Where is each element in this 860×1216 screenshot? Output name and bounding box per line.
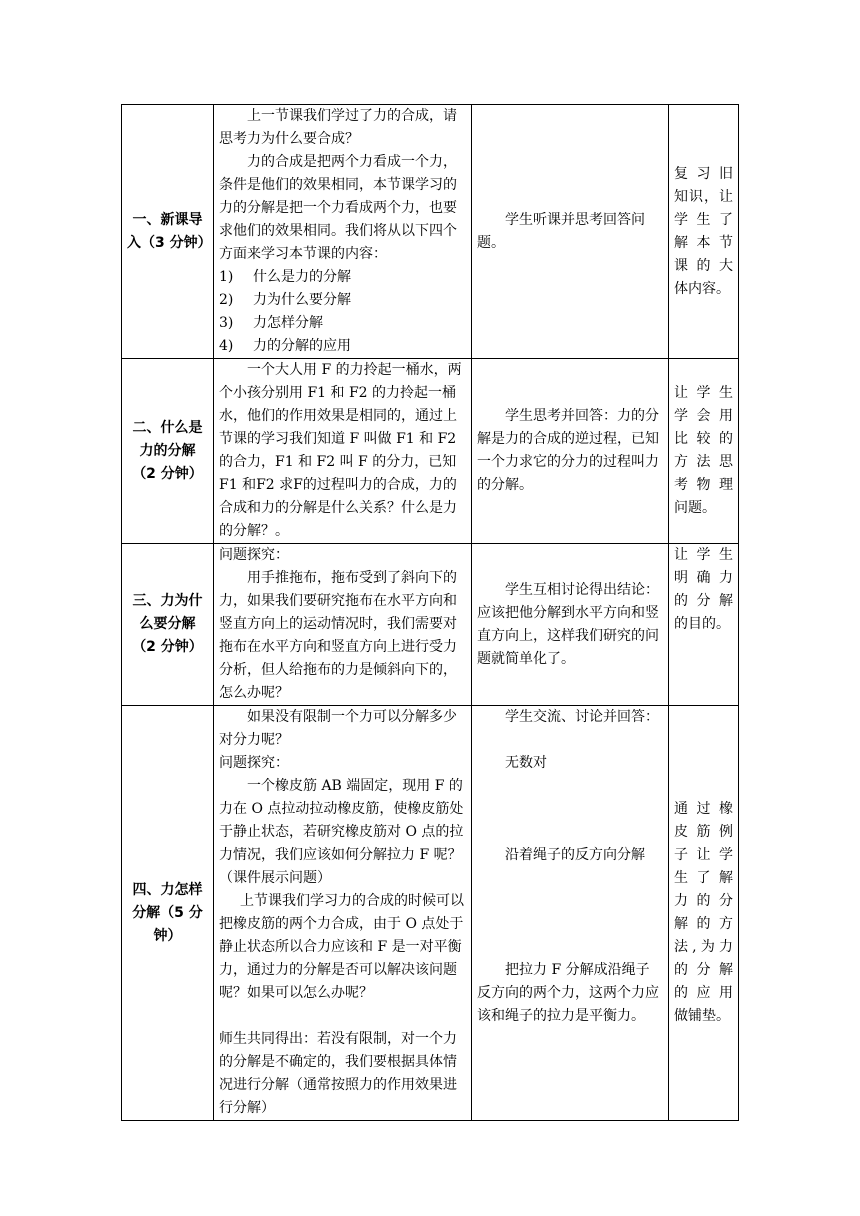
stage-line: （2 分钟） bbox=[132, 639, 203, 655]
purpose-line: 做铺垫。 bbox=[674, 1008, 730, 1024]
purpose-line: 体内容。 bbox=[674, 280, 730, 297]
teacher-activity-cell bbox=[214, 105, 472, 359]
paragraph: 问题探究： bbox=[219, 547, 289, 563]
list-item bbox=[219, 335, 466, 358]
teacher-activity-cell bbox=[214, 544, 472, 706]
purpose-line: 皮筋例 bbox=[674, 824, 733, 840]
paragraph: 学生思考并回答：力的分解是力的合成的逆过程，已知一个力求它的分力的过程叫力的分解。 bbox=[477, 408, 659, 493]
purpose-line: 比较的 bbox=[674, 431, 733, 447]
paragraph: 沿着绳子的反方向分解 bbox=[505, 847, 645, 863]
paragraph: 如果没有限制一个力可以分解多少对分力呢？ bbox=[219, 709, 457, 748]
stage-line: 钟） bbox=[153, 927, 182, 944]
paragraph: 上一节课我们学过了力的合成，请思考力为什么要合成？ bbox=[219, 108, 457, 147]
paragraph: 问题探究： bbox=[219, 755, 289, 771]
stage-cell bbox=[122, 105, 214, 359]
purpose-line: 问题。 bbox=[674, 500, 716, 516]
stage-line: 么要分解 bbox=[139, 616, 196, 632]
table-row bbox=[122, 105, 739, 359]
stage-line: 入（3 分钟） bbox=[127, 234, 212, 251]
student-activity-cell bbox=[472, 105, 669, 359]
stage-line: 三、力为什 bbox=[132, 593, 203, 609]
table-row bbox=[122, 544, 739, 706]
list-item bbox=[219, 312, 466, 335]
stage-line: 分解（5 分 bbox=[132, 904, 203, 921]
purpose-line: 知识，让 bbox=[674, 188, 733, 205]
teacher-activity-cell bbox=[214, 359, 472, 544]
purpose-line: 的目的。 bbox=[674, 616, 730, 632]
list-number: 3) bbox=[219, 315, 234, 331]
purpose-line: 让学生 bbox=[674, 385, 733, 401]
paragraph: 把拉力 F 分解成沿绳子反方向的两个力，这两个力应该和绳子的拉力是平衡力。 bbox=[477, 962, 659, 1024]
purpose-line: 学会用 bbox=[674, 408, 733, 424]
paragraph: 一个橡皮筋 AB 端固定，现用 F 的力在 O 点拉动拉动橡皮筋，使橡皮筋处于静止状态，若研究橡皮筋对 O 点的拉力情况，我们应该如何分解拉力 F 呢？（课件展示问题） bbox=[219, 778, 464, 886]
purpose-cell bbox=[669, 706, 739, 1121]
purpose-line: 解的方 bbox=[674, 916, 733, 932]
stage-line: 一、新课导 bbox=[132, 211, 203, 228]
stage-line: （2 分钟） bbox=[132, 465, 203, 482]
purpose-line: 考物理 bbox=[674, 477, 733, 493]
list-number: 4) bbox=[219, 338, 234, 354]
stage-cell bbox=[122, 706, 214, 1121]
purpose-cell bbox=[669, 359, 739, 544]
paragraph: 学生互相讨论得出结论：应该把他分解到水平方向和竖直方向上，这样我们研究的问题就简单化了。 bbox=[477, 581, 659, 667]
student-activity-cell bbox=[472, 544, 669, 706]
purpose-line: 生了解 bbox=[674, 870, 733, 886]
stage-line: 二、什么是 bbox=[132, 419, 203, 436]
stage-cell bbox=[122, 544, 214, 706]
paragraph: 一个大人用 F 的力拎起一桶水，两个小孩分别用 F1 和 F2 的力拎起一桶水，他们的作用效果是相同的，通过上节课的学习我们知道 F 叫做 F1 和 F2 的合力，F1 和 F2 叫 F 的分力，已知F1 和F2 求F的过程叫力的合成，力的合成和力的分解是什么关系？什么是力的分解？。 bbox=[219, 362, 462, 539]
purpose-line: 的应用 bbox=[674, 985, 733, 1001]
paragraph: 师生共同得出：若没有限制，对一个力的分解是不确定的，我们要根据具体情况进行分解（通常按照力的作用效果进行分解） bbox=[219, 1031, 457, 1116]
purpose-line: 通过橡 bbox=[674, 801, 733, 817]
teacher-activity-cell bbox=[214, 706, 472, 1121]
stage-line: 四、力怎样 bbox=[132, 881, 203, 898]
student-activity-cell bbox=[472, 706, 669, 1121]
purpose-cell bbox=[669, 544, 739, 706]
table-row bbox=[122, 359, 739, 544]
purpose-cell bbox=[669, 105, 739, 359]
paragraph: 学生听课并思考回答问题。 bbox=[477, 211, 645, 251]
table-row bbox=[122, 706, 739, 1121]
stage-line: 力的分解 bbox=[139, 442, 196, 459]
list-item bbox=[219, 266, 466, 289]
lesson-plan-table bbox=[121, 104, 739, 1121]
list-text: 什么是力的分解 bbox=[253, 269, 351, 285]
purpose-line: 的分解 bbox=[674, 962, 733, 978]
purpose-line: 的分解 bbox=[674, 593, 733, 609]
purpose-line: 复习旧 bbox=[674, 165, 733, 182]
purpose-line: 力的分 bbox=[674, 893, 733, 909]
purpose-line: 法,为力 bbox=[674, 939, 733, 955]
paragraph: 力的合成是把两个力看成一个力，条件是他们的效果相同，本节课学习的力的分解是把一个力看成两个力，也要求他们的效果相同。我们将从以下四个方面来学习本节课的内容： bbox=[219, 154, 457, 262]
list-text: 力怎样分解 bbox=[253, 315, 323, 331]
paragraph: 上节课我们学习力的合成的时候可以把橡皮筋的两个力合成，由于 O 点处于静止状态所以合力应该和 F 是一对平衡力，通过力的分解是否可以解决该问题呢？如果可以怎么办呢？ bbox=[219, 893, 464, 1001]
list-number: 1) bbox=[219, 269, 234, 285]
stage-cell bbox=[122, 359, 214, 544]
list-text: 力的分解的应用 bbox=[253, 338, 351, 354]
purpose-line: 学生了 bbox=[674, 211, 733, 228]
purpose-line: 明确力 bbox=[674, 570, 733, 586]
purpose-line: 子让学 bbox=[674, 847, 733, 863]
paragraph: 无数对 bbox=[505, 755, 547, 771]
list-text: 力为什么要分解 bbox=[253, 292, 351, 308]
purpose-line: 解本节 bbox=[674, 234, 733, 251]
paragraph: 学生交流、讨论并回答： bbox=[505, 709, 659, 725]
list-item bbox=[219, 289, 466, 312]
purpose-line: 方法思 bbox=[674, 454, 733, 470]
purpose-line: 课的大 bbox=[674, 257, 733, 274]
student-activity-cell bbox=[472, 359, 669, 544]
list-number: 2) bbox=[219, 292, 234, 308]
purpose-line: 让学生 bbox=[674, 547, 733, 563]
paragraph: 用手推拖布，拖布受到了斜向下的力，如果我们要研究拖布在水平方向和竖直方向上的运动情况时，我们需要对拖布在水平方向和竖直方向上进行受力分析，但人给拖布的力是倾斜向下的，怎么办呢？ bbox=[219, 570, 457, 701]
